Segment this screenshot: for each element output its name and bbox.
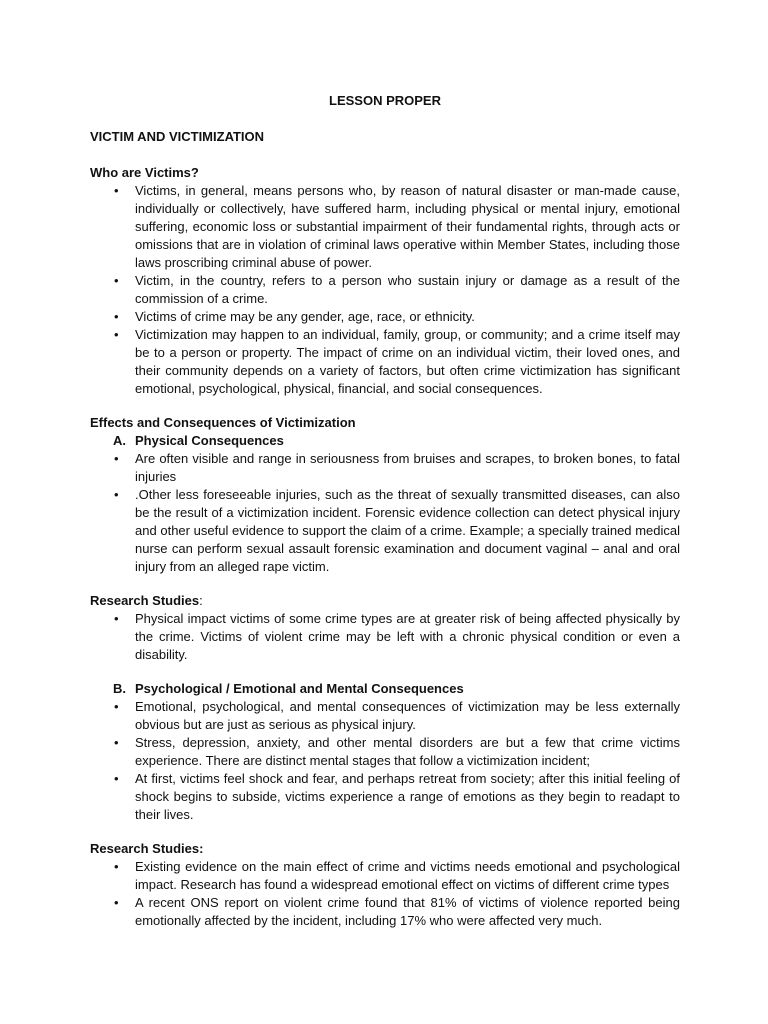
list-item [90, 326, 680, 398]
section-heading-victim: VICTIM AND VICTIMIZATION [90, 129, 265, 144]
bullet-icon: • [114, 611, 119, 626]
sub-letter: A. [113, 433, 126, 448]
bullet-icon: • [114, 273, 119, 288]
bullet-icon: • [114, 183, 119, 198]
physical-bullet-list [90, 450, 680, 576]
list-item-text: Existing evidence on the main effect of crime and victims needs emotional and psychological impact. Research has found a widespread emotional effect on victims of different crime types [135, 859, 680, 892]
subheading-who-are-victims: Who are Victims? [90, 165, 199, 180]
list-item-text: Victim, in the country, refers to a person who sustain injury or damage as a result of the commission of a crime. [135, 273, 680, 306]
research-label: Research Studies [90, 593, 200, 608]
list-item-text: Emotional, psychological, and mental consequences of victimization may be less externally obvious but are just as serious as physical injury. [135, 699, 680, 732]
list-item-text: Victims, in general, means persons who, by reason of natural disaster or man-made cause, individually or collectively, have suffered harm, including physical or mental injury, emotional suffering, economic loss or substantial impairment of their fundamental rights, through acts or omissions that are in violation of criminal laws operative within Member States, including those laws proscribing criminal abuse of power. [135, 183, 680, 270]
list-item [90, 858, 680, 894]
research-studies-heading-1 [90, 592, 680, 610]
bullet-icon: • [114, 735, 119, 750]
list-item [90, 734, 680, 770]
list-item [90, 182, 680, 272]
section-heading-effects: Effects and Consequences of Victimization [90, 415, 356, 430]
list-item-text: Victimization may happen to an individual, family, group, or community; and a crime itself may be to a person or property. The impact of crime on an individual victim, their loved ones, and their community depends on a variety of factors, but often crime victimization has significant emotional, psychological, physical, financial, and social consequences. [135, 327, 680, 396]
bullet-icon: • [114, 487, 119, 502]
bullet-icon: • [114, 699, 119, 714]
subheading-physical [90, 432, 680, 450]
list-item-text: At first, victims feel shock and fear, and perhaps retreat from society; after this initial feeling of shock begins to subside, victims experience a range of emotions as they begin to readapt to their lives. [135, 771, 680, 822]
list-item [90, 698, 680, 734]
bullet-icon: • [114, 859, 119, 874]
bullet-icon: • [114, 771, 119, 786]
bullet-icon: • [114, 895, 119, 910]
page-title: LESSON PROPER [329, 93, 441, 108]
psychological-bullet-list [90, 698, 680, 824]
bullet-icon: • [114, 309, 119, 324]
list-item [90, 770, 680, 824]
research-2-bullet-list [90, 858, 680, 930]
bullet-icon: • [114, 451, 119, 466]
list-item [90, 308, 680, 326]
sub-letter: B. [113, 681, 126, 696]
list-item [90, 272, 680, 308]
list-item [90, 610, 680, 664]
list-item-text: .Other less foreseeable injuries, such as the threat of sexually transmitted diseases, can also be the result of a victimization incident. Forensic evidence collection can detect physical injury and other useful evidence to support the claim of a crime. Example; a specially trained medical nurse can perform sexual assault forensic examination and document vaginal – anal and oral injury from an alleged rape victim. [135, 487, 680, 574]
list-item [90, 486, 680, 576]
research-colon: : [199, 593, 203, 608]
sub-title: Physical Consequences [135, 433, 284, 448]
list-item-text: Stress, depression, anxiety, and other mental disorders are but a few that crime victims experience. There are distinct mental stages that follow a victimization incident; [135, 735, 680, 768]
victims-bullet-list [90, 182, 680, 398]
research-1-bullet-list [90, 610, 680, 664]
bullet-icon: • [114, 327, 119, 342]
list-item-text: A recent ONS report on violent crime found that 81% of victims of violence reported being emotionally affected by the incident, including 17% who were affected very much. [135, 895, 680, 928]
list-item [90, 450, 680, 486]
list-item-text: Victims of crime may be any gender, age, race, or ethnicity. [135, 309, 475, 324]
list-item-text: Physical impact victims of some crime types are at greater risk of being affected physically by the crime. Victims of violent crime may be left with a chronic physical condition or even a disability. [135, 611, 680, 662]
sub-title: Psychological / Emotional and Mental Consequences [135, 681, 464, 696]
subheading-psychological [90, 680, 680, 698]
list-item [90, 894, 680, 930]
list-item-text: Are often visible and range in seriousness from bruises and scrapes, to broken bones, to fatal injuries [135, 451, 680, 484]
research-studies-heading-2: Research Studies: [90, 841, 204, 856]
